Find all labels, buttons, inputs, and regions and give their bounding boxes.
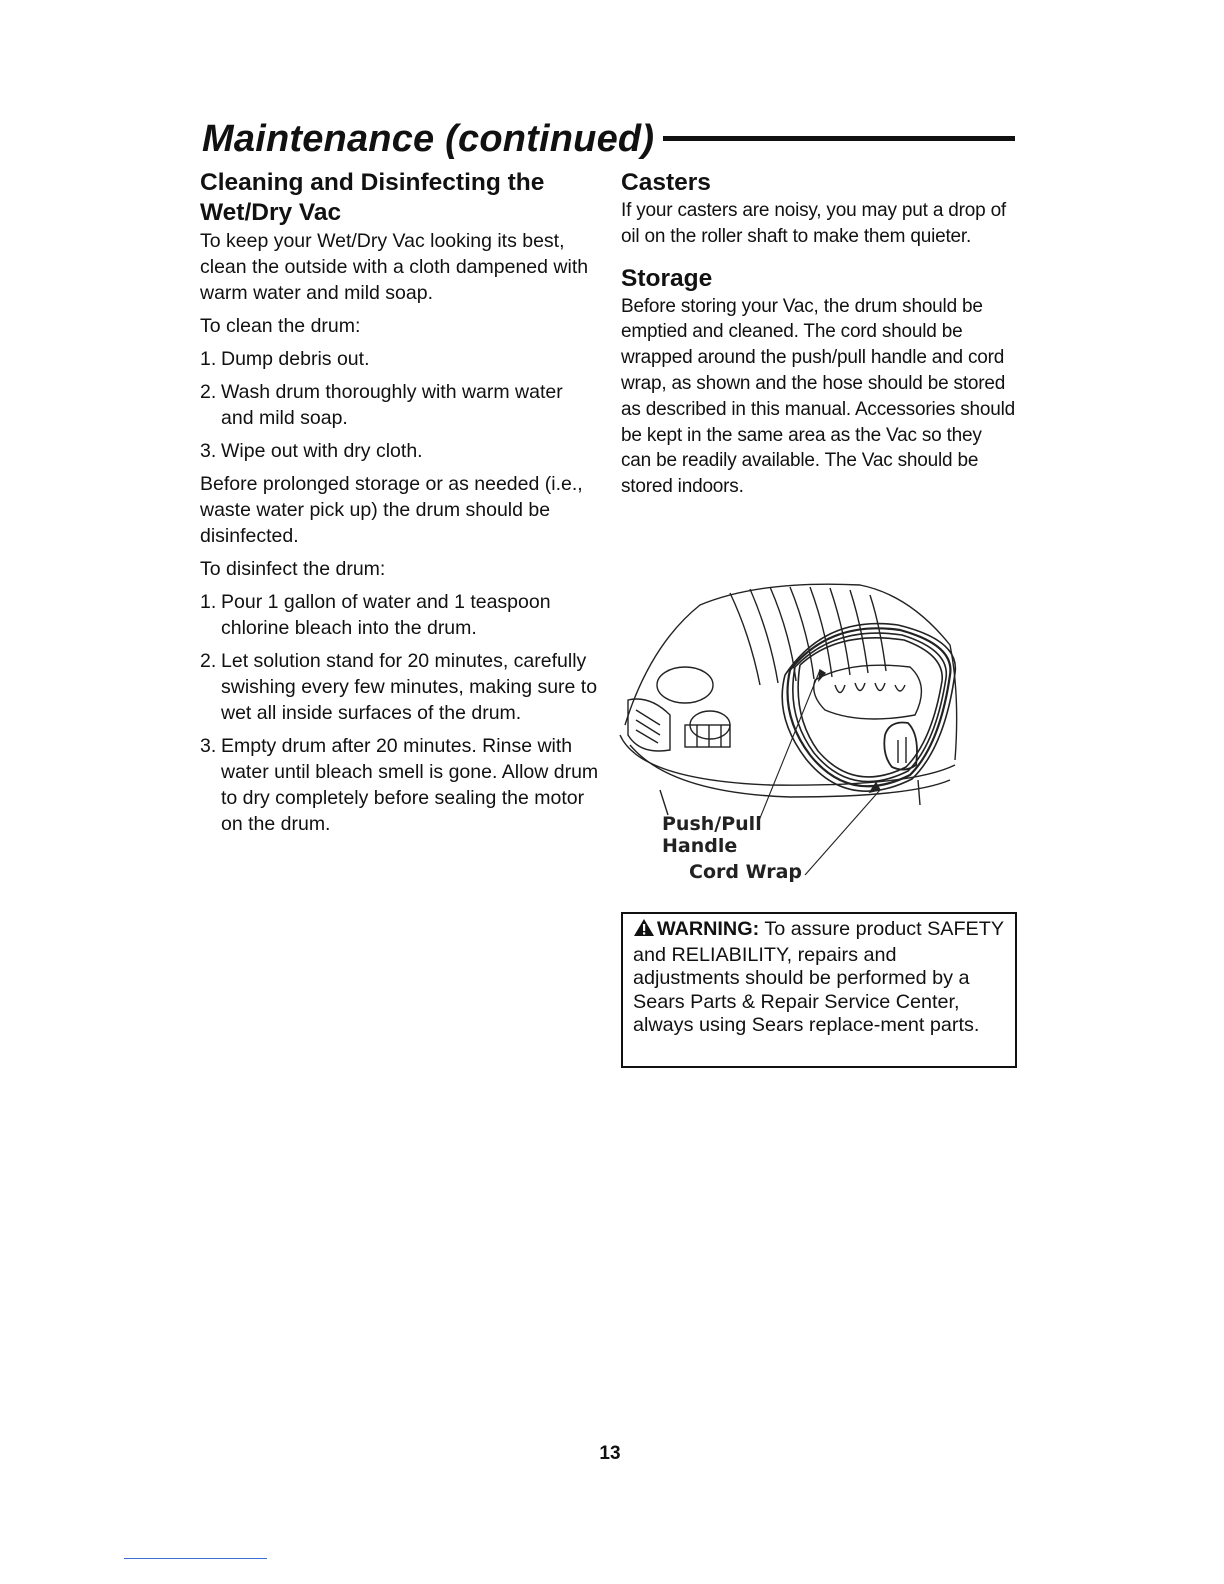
list-item [200,379,600,431]
disinfect-lead: To disinfect the drum: [200,558,386,580]
warning-box [621,912,1017,1068]
right-column [621,168,1016,507]
page-title: Maintenance (continued) [202,118,655,160]
step-number: 2. [200,650,217,672]
clean-steps-list [200,346,600,464]
cleaning-heading-line1: Cleaning and Disinfecting the [200,169,545,196]
cleaning-heading-line2: Wet/Dry Vac [200,199,342,226]
warning-triangle-icon [633,918,655,944]
cord-wrap-label: Cord Wrap [689,861,802,883]
step-number: 1. [200,591,217,613]
step-number: 1. [200,348,217,370]
page-number: 13 [599,1443,621,1464]
step-text: Empty drum after 20 minutes. Rinse with water until bleach smell is gone. Allow drum to dry completely before sealing the motor on the drum. [221,735,599,835]
warning-label: WARNING: [657,918,760,940]
vac-illustration [610,575,1020,890]
step-text: Wash drum thoroughly with warm water and mild soap. [221,381,563,429]
list-item [200,438,600,464]
step-text: Dump debris out. [221,348,370,370]
casters-body: If your casters are noisy, you may put a drop of oil on the roller shaft to make them quieter. [621,200,1007,247]
step-text: Pour 1 gallon of water and 1 teaspoon chlorine bleach into the drum. [221,591,551,639]
step-number: 3. [200,735,217,757]
title-rule [663,136,1015,141]
disinfect-steps-list [200,589,600,837]
casters-heading: Casters [621,169,711,196]
handle-label: Handle [662,835,738,857]
cleaning-heading [200,168,600,228]
bottom-rule [124,1558,267,1559]
step-number: 3. [200,440,217,462]
list-item [200,648,600,726]
warning-text: To assure product SAFETY and RELIABILITY, repairs and adjustments should be performed by a Sears Parts & Repair Service Center, always using Sears replace-ment parts. [633,918,1004,1037]
clean-lead: To clean the drum: [200,315,361,337]
cleaning-section [200,168,600,844]
push-pull-label: Push/Pull [662,813,762,835]
step-text: Wipe out with dry cloth. [221,440,423,462]
disinfect-intro: Before prolonged storage or as needed (i.e., waste water pick up) the drum should be disinfected. [200,473,583,547]
storage-heading: Storage [621,264,713,292]
cleaning-intro: To keep your Wet/Dry Vac looking its best, clean the outside with a cloth dampened with warm water and mild soap. [200,230,589,304]
storage-body: Before storing your Vac, the drum should be emptied and cleaned. The cord should be wrapped around the push/pull handle and cord wrap, as shown and the hose should be stored as described in this manual. Accessories should be kept in the same area as the Vac so they can be readily available. The Vac should be stored indoors. [621,295,1016,498]
list-item [200,346,600,372]
vac-storage-figure [610,575,1020,890]
step-text: Let solution stand for 20 minutes, carefully swishing every few minutes, making sure to wet all inside surfaces of the drum. [221,650,598,724]
list-item [200,733,600,837]
step-number: 2. [200,381,217,403]
list-item [200,589,600,641]
